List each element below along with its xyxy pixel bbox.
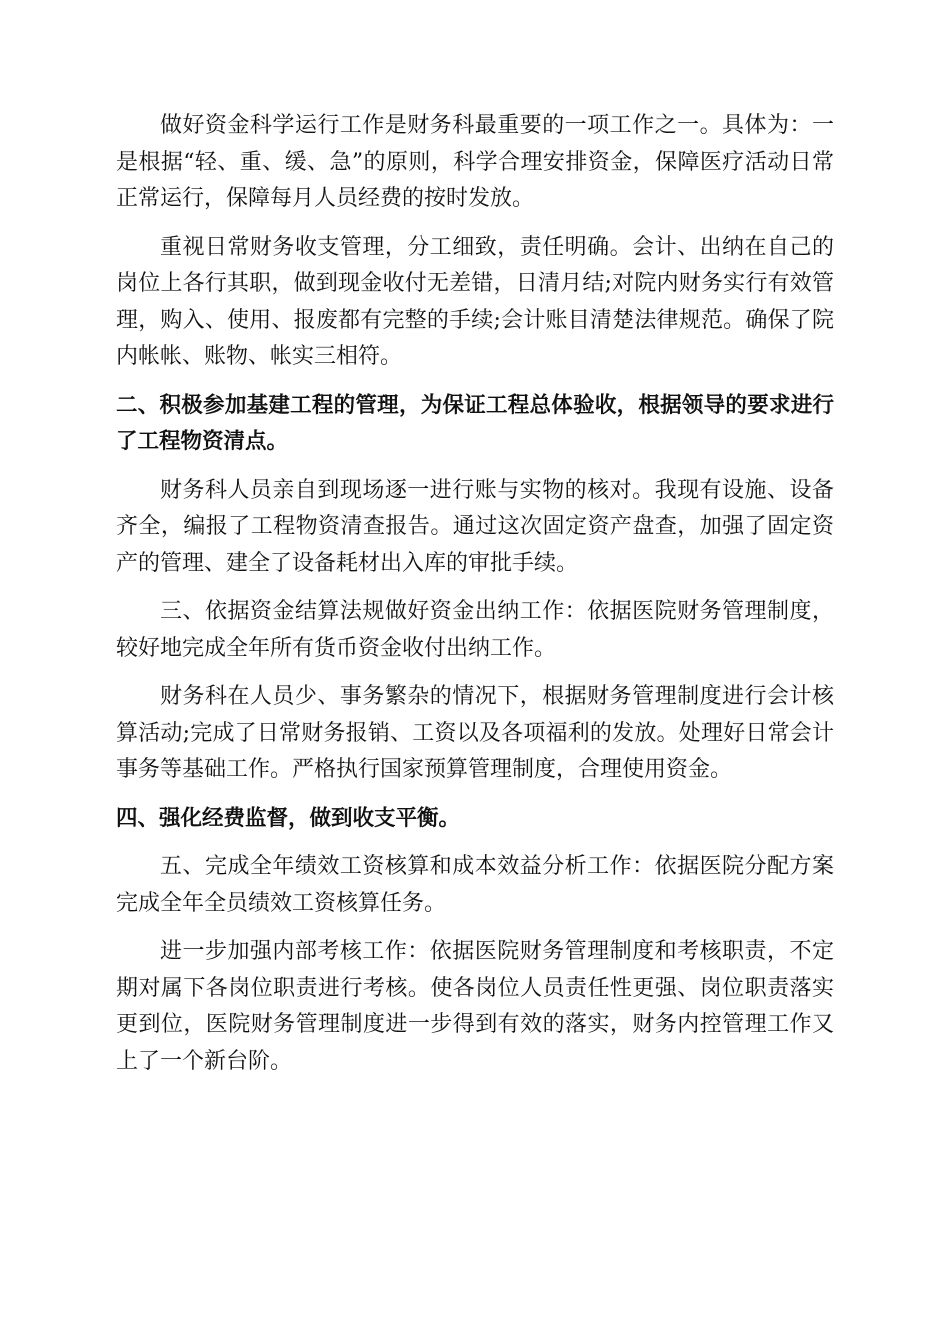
paragraph-section-five: 五、完成全年绩效工资核算和成本效益分析工作：依据医院分配方案完成全年全员绩效工资核算任务。 (116, 854, 834, 916)
paragraph-daily-finance: 重视日常财务收支管理，分工细致，责任明确。会计、出纳在自己的岗位上各行其职，做到现金收付无差错，日清月结;对院内财务实行有效管理，购入、使用、报废都有完整的手续;会计账目清楚法律规范。确保了院内帐帐、账物、帐实三相符。 (116, 234, 834, 369)
paragraph-asset-check: 财务科人员亲自到现场逐一进行账与实物的核对。我现有设施、设备齐全，编报了工程物资清查报告。通过这次固定资产盘查，加强了固定资产的管理、建全了设备耗材出入库的审批手续。 (116, 477, 834, 576)
paragraph-internal-review: 进一步加强内部考核工作：依据医院财务管理制度和考核职责，不定期对属下各岗位职责进行考核。使各岗位人员责任性更强、岗位职责落实更到位，医院财务管理制度进一步得到有效的落实，财务内控管理工作又上了一个新台阶。 (116, 939, 834, 1074)
paragraph-accounting: 财务科在人员少、事务繁杂的情况下，根据财务管理制度进行会计核算活动;完成了日常财务报销、工资以及各项福利的发放。处理好日常会计事务等基础工作。严格执行国家预算管理制度，合理使用资金。 (116, 684, 834, 782)
paragraph-fund-operation: 做好资金科学运行工作是财务科最重要的一项工作之一。具体为：一是根据“轻、重、缓、急”的原则，科学合理安排资金，保障医疗活动日常正常运行，保障每月人员经费的按时发放。 (116, 113, 834, 211)
heading-section-four: 四、强化经费监督，做到收支平衡。 (116, 805, 461, 831)
heading-section-two: 二、积极参加基建工程的管理，为保证工程总体验收，根据领导的要求进行了工程物资清点。 (116, 392, 834, 454)
document-page (116, 108, 834, 1092)
paragraph-section-three: 三、依据资金结算法规做好资金出纳工作：依据医院财务管理制度，较好地完成全年所有货币资金收付出纳工作。 (116, 599, 834, 661)
